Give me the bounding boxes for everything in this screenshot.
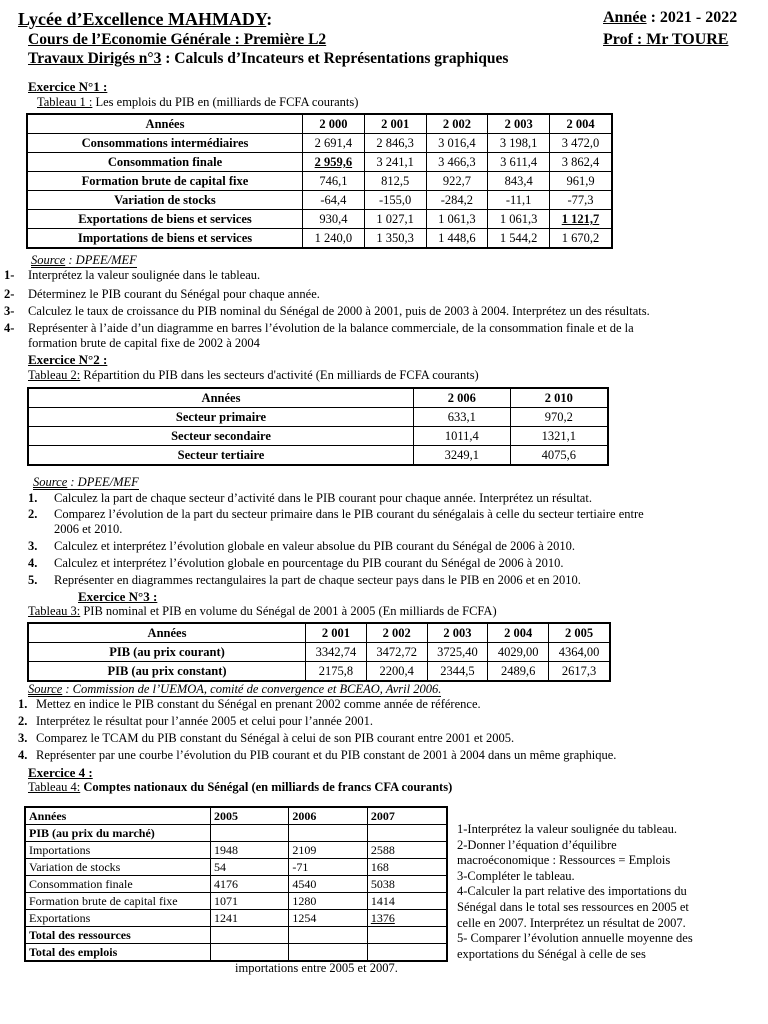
table-header: 2 000 <box>303 114 365 134</box>
table-cell: 1 350,3 <box>364 229 426 249</box>
ex2-header-row <box>28 388 608 408</box>
table-cell: 3 241,1 <box>364 153 426 172</box>
table-cell: 3472,72 <box>366 643 427 662</box>
ex2-question: 2. Comparez l’évolution de la part du secteur primaire dans le PIB courant du sénégalais à celle du secteur tertiaire entre <box>28 507 644 521</box>
table-row <box>27 134 612 153</box>
ex3-question: 2. Interprétez le résultat pour l’année 2005 et celui pour l’année 2001. <box>18 714 374 728</box>
table-cell: 3 466,3 <box>426 153 488 172</box>
ex1-question: formation brute de capital fixe de 2002 à 2004 <box>28 336 260 350</box>
table-header: 2007 <box>367 807 447 825</box>
row-label: Formation brute de capital fixe <box>25 893 211 910</box>
row-label: Total des ressources <box>25 927 211 944</box>
td-title: Travaux Dirigés n°3 : Calculs d’Incateurs et Représentations graphiques <box>28 50 509 67</box>
table-cell: 1 670,2 <box>550 229 613 249</box>
table-cell: 3 611,4 <box>488 153 550 172</box>
table-cell: 1 061,3 <box>488 210 550 229</box>
row-label: Secteur secondaire <box>28 427 414 446</box>
table-cell: 4540 <box>289 876 367 893</box>
table-cell: 633,1 <box>414 408 511 427</box>
table-cell: 3 016,4 <box>426 134 488 153</box>
ex1-title: Exercice N°1 : <box>28 79 108 94</box>
ex4-question: 5- Comparer l’évolution annuelle moyenne des <box>457 931 693 946</box>
table-header: Années <box>28 623 306 643</box>
table-cell: 1 240,0 <box>303 229 365 249</box>
row-label: Consommation finale <box>25 876 211 893</box>
table-header: 2 004 <box>550 114 613 134</box>
ex4-question: 4-Calculer la part relative des importations du <box>457 884 687 899</box>
table-cell: 922,7 <box>426 172 488 191</box>
ex4-questions <box>457 822 693 962</box>
ex2-question: 2006 et 2010. <box>54 522 123 536</box>
row-label: Exportations de biens et services <box>27 210 303 229</box>
row-label: Importations <box>25 842 211 859</box>
table-row <box>27 172 612 191</box>
table-cell: 2 691,4 <box>303 134 365 153</box>
ex2-question: 3. Calculez et interprétez l’évolution globale en valeur absolue du PIB courant du Sénégal de 2006 à 2010. <box>28 539 576 553</box>
table-cell <box>211 944 289 962</box>
row-label: Consommation finale <box>27 153 303 172</box>
row-label: Formation brute de capital fixe <box>27 172 303 191</box>
ex4-title: Exercice 4 : <box>28 765 93 780</box>
table-header: Années <box>27 114 303 134</box>
ex1-question: 4- Représenter à l’aide d’un diagramme en barres l’évolution de la balance commerciale, de la consommation finale et de la <box>4 321 634 335</box>
table-cell: 1254 <box>289 910 367 927</box>
table-cell: 2489,6 <box>488 662 549 682</box>
ex2-question: 5. Représenter en diagrammes rectangulaires la part de chaque secteur pays dans le PIB en 2006 et en 2010. <box>28 573 581 587</box>
table-cell <box>289 944 367 962</box>
table-cell: 4364,00 <box>549 643 610 662</box>
ex2-question: 1. Calculez la part de chaque secteur d’activité dans le PIB courant pour chaque année. Interprétez un résultat. <box>28 491 592 505</box>
table-cell: 812,5 <box>364 172 426 191</box>
table-cell: 1 448,6 <box>426 229 488 249</box>
ex2-title: Exercice N°2 : <box>28 352 108 367</box>
ex4-question: 1-Interprétez la valeur soulignée du tableau. <box>457 822 678 836</box>
table-cell <box>289 927 367 944</box>
table-cell: 1 027,1 <box>364 210 426 229</box>
table-cell: 54 <box>211 859 289 876</box>
ex3-table <box>27 622 611 682</box>
table-header: 2 002 <box>366 623 427 643</box>
table-cell: -64,4 <box>303 191 365 210</box>
table-row <box>28 662 610 682</box>
underlined-cell: 1 121,7 <box>550 210 613 229</box>
ex2-source: Source : DPEE/MEF <box>33 475 139 489</box>
row-label: Secteur tertiaire <box>28 446 414 466</box>
ex4-header-row <box>25 807 447 825</box>
table-cell: 1 544,2 <box>488 229 550 249</box>
table-row <box>27 153 612 172</box>
row-label: Importations de biens et services <box>27 229 303 249</box>
ex3-question: 1. Mettez en indice le PIB constant du Sénégal en prenant 2002 comme année de référence. <box>18 697 481 711</box>
underlined-cell: 2 959,6 <box>303 153 365 172</box>
table-header: 2006 <box>289 807 367 825</box>
ex4-question: macroéconomique : Ressources = Emplois <box>457 853 671 868</box>
table-header: 2 003 <box>427 623 488 643</box>
table-row <box>25 825 447 842</box>
ex1-question: 1- Interprétez la valeur soulignée dans le tableau. <box>4 268 261 282</box>
table-cell: 2 846,3 <box>364 134 426 153</box>
table-row <box>28 446 608 466</box>
ex1-header-row <box>27 114 612 134</box>
row-label: PIB (au prix du marché) <box>25 825 211 842</box>
table-header: 2005 <box>211 807 289 825</box>
ex1-source: Source : DPEE/MEF <box>31 253 137 267</box>
table-cell: 3725,40 <box>427 643 488 662</box>
table-cell: 2175,8 <box>306 662 367 682</box>
table-row <box>27 191 612 210</box>
table-header: Années <box>28 388 414 408</box>
table-cell: 4029,00 <box>488 643 549 662</box>
table-cell: 3 862,4 <box>550 153 613 172</box>
table-cell: 2200,4 <box>366 662 427 682</box>
table-cell <box>289 825 367 842</box>
row-label: Variation de stocks <box>25 859 211 876</box>
table-header: 2 010 <box>510 388 608 408</box>
table-cell: 970,2 <box>510 408 608 427</box>
ex2-table <box>27 387 609 466</box>
table-cell <box>367 944 447 962</box>
table-row <box>28 643 610 662</box>
ex4-question: Sénégal dans le total ses ressources en 2005 et <box>457 899 689 914</box>
ex3-question: 3. Comparez le TCAM du PIB constant du Sénégal à celui de son PIB courant entre 2001 et 2005. <box>18 731 515 745</box>
table-header: 2 005 <box>549 623 610 643</box>
table-row <box>25 944 447 962</box>
ex1-question: 3- Calculez le taux de croissance du PIB nominal du Sénégal de 2000 à 2001, puis de 2003 à 2004. Interprétez un des résultats. <box>4 304 650 318</box>
table-cell: 5038 <box>367 876 447 893</box>
row-label: Variation de stocks <box>27 191 303 210</box>
table-cell: 930,4 <box>303 210 365 229</box>
table-cell: 3 198,1 <box>488 134 550 153</box>
row-label: Consommations intermédiaires <box>27 134 303 153</box>
table-row <box>25 910 447 927</box>
table-row <box>25 842 447 859</box>
table-cell: 4075,6 <box>510 446 608 466</box>
ex4-question: exportations du Sénégal à celle de ses <box>457 946 646 961</box>
table-cell: 1414 <box>367 893 447 910</box>
ex3-question: 4. Représenter par une courbe l’évolution du PIB courant et du PIB constant de 2001 à 2004 dans un même graphique. <box>18 748 617 762</box>
table-cell: 1071 <box>211 893 289 910</box>
row-label: Exportations <box>25 910 211 927</box>
table-header: 2 003 <box>488 114 550 134</box>
table-cell: -77,3 <box>550 191 613 210</box>
table-header: 2 001 <box>306 623 367 643</box>
table-row <box>25 893 447 910</box>
table-cell: 746,1 <box>303 172 365 191</box>
table-cell: 961,9 <box>550 172 613 191</box>
table-cell: 3249,1 <box>414 446 511 466</box>
table-cell: -11,1 <box>488 191 550 210</box>
ex2-table-caption: Tableau 2: Répartition du PIB dans les secteurs d'activité (En milliards de FCFA courants) <box>28 368 479 382</box>
teacher-name: Prof : Mr TOURE <box>603 31 729 48</box>
table-row <box>28 408 608 427</box>
table-header: 2 004 <box>488 623 549 643</box>
table-cell: 168 <box>367 859 447 876</box>
table-row <box>25 859 447 876</box>
table-header: 2 006 <box>414 388 511 408</box>
table-cell <box>367 825 447 842</box>
ex2-question: 4. Calculez et interprétez l’évolution globale en pourcentage du PIB courant du Sénégal de 2006 à 2010. <box>28 556 564 570</box>
table-row <box>25 927 447 944</box>
table-cell: 1948 <box>211 842 289 859</box>
table-cell: 2109 <box>289 842 367 859</box>
table-row <box>25 876 447 893</box>
ex4-table-caption: Tableau 4: Comptes nationaux du Sénégal (en milliards de francs CFA courants) <box>28 780 453 794</box>
table-header: 2 001 <box>364 114 426 134</box>
table-cell: -155,0 <box>364 191 426 210</box>
table-cell: 1 061,3 <box>426 210 488 229</box>
table-cell <box>367 927 447 944</box>
ex4-table <box>24 806 448 962</box>
table-cell: 4176 <box>211 876 289 893</box>
ex4-question: celle en 2007. Interprétez un résultat de 2007. <box>457 915 686 930</box>
table-header: Années <box>25 807 211 825</box>
table-cell <box>211 825 289 842</box>
table-cell: 2344,5 <box>427 662 488 682</box>
table-cell: 1011,4 <box>414 427 511 446</box>
school-name: Lycée d’Excellence MAHMADY: <box>18 9 273 29</box>
table-cell <box>211 927 289 944</box>
table-cell: 3 472,0 <box>550 134 613 153</box>
table-cell: 843,4 <box>488 172 550 191</box>
table-cell: 1241 <box>211 910 289 927</box>
ex3-source: Source : Commission de l’UEMOA, comité de convergence et BCEAO, Avril 2006. <box>28 682 442 696</box>
table-cell: 2617,3 <box>549 662 610 682</box>
table-cell: -284,2 <box>426 191 488 210</box>
table-cell: 1321,1 <box>510 427 608 446</box>
course-title: Cours de l’Economie Générale : Première L2 <box>28 31 327 48</box>
ex1-table <box>26 113 613 249</box>
underlined-cell: 1376 <box>367 910 447 927</box>
table-cell: 3342,74 <box>306 643 367 662</box>
ex1-table-caption: Tableau 1 : Les emplois du PIB en (milliards de FCFA courants) <box>37 95 359 109</box>
row-label: Total des emplois <box>25 944 211 962</box>
table-row <box>28 427 608 446</box>
table-cell: 2588 <box>367 842 447 859</box>
school-year: Année : 2021 - 2022 <box>603 9 738 26</box>
table-header: 2 002 <box>426 114 488 134</box>
ex3-table-caption: Tableau 3: PIB nominal et PIB en volume du Sénégal de 2001 à 2005 (En milliards de FCFA) <box>28 604 497 618</box>
ex4-question: 2-Donner l’équation d’équilibre <box>457 837 617 852</box>
ex3-title: Exercice N°3 : <box>78 589 158 604</box>
row-label: PIB (au prix courant) <box>28 643 306 662</box>
ex4-tail: importations entre 2005 et 2007. <box>235 961 398 975</box>
ex3-header-row <box>28 623 610 643</box>
row-label: Secteur primaire <box>28 408 414 427</box>
table-cell: -71 <box>289 859 367 876</box>
table-row <box>27 229 612 249</box>
ex4-question: 3-Compléter le tableau. <box>457 868 575 883</box>
ex1-question: 2- Déterminez le PIB courant du Sénégal pour chaque année. <box>4 287 320 301</box>
row-label: PIB (au prix constant) <box>28 662 306 682</box>
table-row <box>27 210 612 229</box>
table-cell: 1280 <box>289 893 367 910</box>
